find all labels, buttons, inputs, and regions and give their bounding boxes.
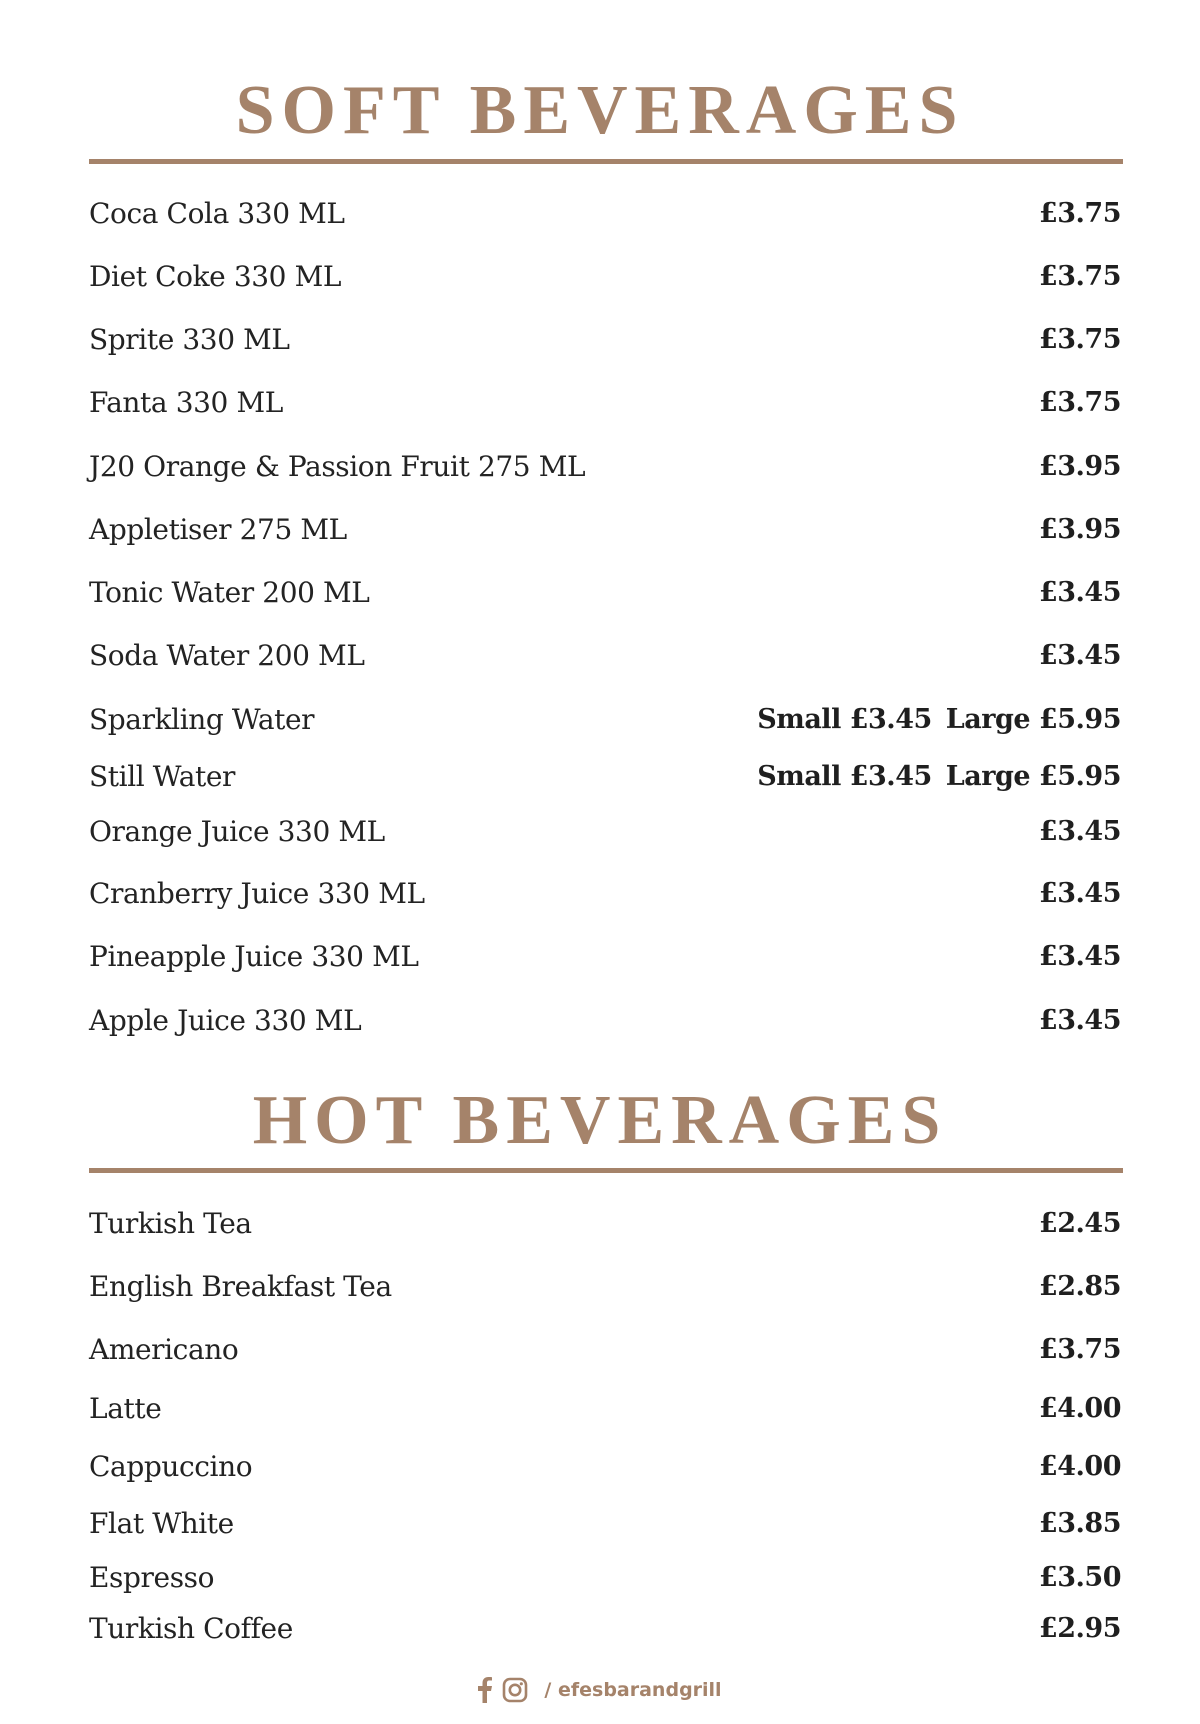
item-name: Still Water [89, 759, 236, 793]
item-price-small: Small £3.45 [757, 703, 932, 735]
item-price: £2.85 [1038, 1270, 1121, 1302]
menu-item [89, 811, 1121, 851]
item-name: J20 Orange & Passion Fruit 275 ML [89, 449, 586, 483]
item-price: £3.45 [1038, 877, 1121, 909]
menu-item [89, 256, 1121, 296]
menu-item [89, 936, 1121, 976]
menu-item [89, 1503, 1121, 1543]
item-price: £4.00 [1038, 1450, 1121, 1482]
menu-item [89, 446, 1121, 486]
item-price: £3.45 [1038, 639, 1121, 671]
item-price: £2.45 [1038, 1207, 1121, 1239]
item-price: £3.50 [1038, 1561, 1121, 1593]
item-price: £3.95 [1038, 450, 1121, 482]
instagram-icon[interactable] [502, 1677, 528, 1703]
item-price: £3.75 [1038, 323, 1121, 355]
menu-item [89, 1557, 1121, 1597]
item-name: Sprite 330 ML [89, 322, 290, 356]
menu-item [89, 699, 1121, 739]
menu-item [89, 1388, 1121, 1428]
menu-item [89, 635, 1121, 675]
item-name: Cranberry Juice 330 ML [89, 876, 425, 910]
menu-item [89, 1266, 1121, 1306]
item-name: Diet Coke 330 ML [89, 259, 342, 293]
item-price-large: Large £5.95 [945, 760, 1121, 792]
hot-beverages-title: HOT BEVERAGES [252, 1082, 948, 1159]
menu-item [89, 509, 1121, 549]
item-price-small: Small £3.45 [757, 760, 932, 792]
menu-item [89, 319, 1121, 359]
item-name: Cappuccino [89, 1449, 253, 1483]
item-price: £3.75 [1038, 1333, 1121, 1365]
item-price: £4.00 [1038, 1392, 1121, 1424]
menu-item [89, 572, 1121, 612]
item-name: Flat White [89, 1506, 234, 1540]
item-name: English Breakfast Tea [89, 1269, 392, 1303]
item-price: £3.45 [1038, 1004, 1121, 1036]
item-price: £3.45 [1038, 815, 1121, 847]
menu-item [89, 1203, 1121, 1243]
item-name: Pineapple Juice 330 ML [89, 939, 419, 973]
item-name: Latte [89, 1391, 162, 1425]
menu-item [89, 1000, 1121, 1040]
item-name: Coca Cola 330 ML [89, 196, 345, 230]
item-price: £2.95 [1038, 1612, 1121, 1644]
item-name: Tonic Water 200 ML [89, 575, 370, 609]
item-name: Espresso [89, 1560, 215, 1594]
item-name: Turkish Tea [89, 1206, 252, 1240]
item-name: Sparkling Water [89, 702, 315, 736]
item-price: £3.75 [1038, 197, 1121, 229]
menu-item [89, 193, 1121, 233]
item-price: £3.45 [1038, 940, 1121, 972]
social-handle[interactable]: / efesbarandgrill [544, 1679, 722, 1701]
menu-item [89, 873, 1121, 913]
item-name: Americano [89, 1332, 239, 1366]
menu-item [89, 1329, 1121, 1369]
item-price: £3.75 [1038, 386, 1121, 418]
item-name: Turkish Coffee [89, 1611, 293, 1645]
item-price-sizes [757, 704, 1121, 735]
item-name: Fanta 330 ML [89, 385, 283, 419]
menu-item [89, 756, 1121, 796]
item-price: £3.95 [1038, 513, 1121, 545]
item-name: Soda Water 200 ML [89, 638, 365, 672]
item-price-sizes [757, 761, 1121, 792]
menu-item [89, 1608, 1121, 1648]
social-footer [0, 1672, 1200, 1708]
item-price: £3.85 [1038, 1507, 1121, 1539]
menu-item [89, 1446, 1121, 1486]
item-name: Orange Juice 330 ML [89, 814, 385, 848]
item-name: Appletiser 275 ML [89, 512, 347, 546]
item-price: £3.45 [1038, 576, 1121, 608]
item-price-large: Large £5.95 [945, 703, 1121, 735]
soft-beverages-title: SOFT BEVERAGES [235, 72, 965, 149]
menu-item [89, 382, 1121, 422]
facebook-icon[interactable] [478, 1677, 492, 1703]
item-name: Apple Juice 330 ML [89, 1003, 362, 1037]
soft-beverages-divider [89, 159, 1123, 164]
hot-beverages-divider [89, 1168, 1123, 1173]
item-price: £3.75 [1038, 260, 1121, 292]
